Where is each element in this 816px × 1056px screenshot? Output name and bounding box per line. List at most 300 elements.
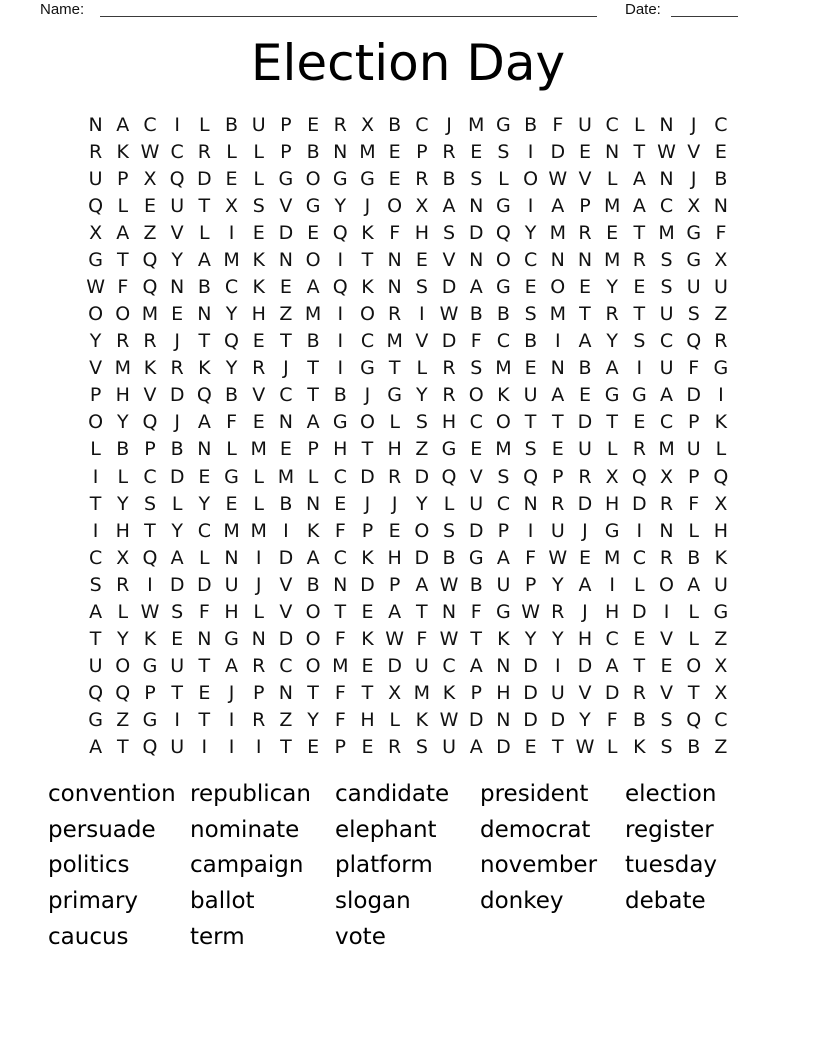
grid-letter: L bbox=[634, 113, 645, 136]
grid-letter: N bbox=[523, 492, 538, 515]
grid-letter: E bbox=[633, 276, 646, 298]
grid-letter: C bbox=[224, 276, 239, 298]
word-bank-item: tuesday bbox=[625, 852, 718, 879]
grid-letter: Q bbox=[332, 276, 348, 298]
grid-letter: G bbox=[496, 194, 511, 217]
grid-letter: Y bbox=[416, 384, 428, 407]
grid-letter: A bbox=[687, 573, 701, 596]
grid-letter: K bbox=[198, 357, 211, 380]
grid-letter: F bbox=[606, 709, 618, 732]
grid-letter: D bbox=[496, 736, 511, 759]
grid-letter: E bbox=[606, 221, 619, 244]
grid-letter: T bbox=[551, 411, 564, 434]
grid-letter: D bbox=[169, 573, 185, 596]
grid-letter: C bbox=[659, 411, 674, 434]
grid-letter: T bbox=[579, 303, 591, 326]
grid-letter: C bbox=[659, 330, 674, 353]
grid-letter: T bbox=[633, 303, 646, 326]
grid-letter: M bbox=[549, 303, 566, 326]
word-bank-item: vote bbox=[335, 923, 386, 950]
grid-letter: T bbox=[361, 682, 374, 705]
word-bank-item: politics bbox=[48, 852, 130, 879]
grid-letter: P bbox=[144, 438, 156, 461]
grid-letter: T bbox=[171, 682, 183, 705]
grid-letter: L bbox=[117, 194, 129, 217]
grid-letter: E bbox=[470, 438, 483, 461]
grid-letter: Y bbox=[307, 709, 319, 732]
grid-letter: S bbox=[660, 709, 673, 732]
grid-letter: W bbox=[140, 600, 160, 623]
word-bank-item: nominate bbox=[190, 816, 300, 843]
grid-letter: H bbox=[224, 600, 239, 623]
grid-letter: C bbox=[197, 519, 211, 542]
grid-letter: I bbox=[554, 655, 561, 678]
grid-letter: Z bbox=[279, 303, 293, 326]
grid-letter: Y bbox=[551, 628, 564, 651]
grid-letter: L bbox=[253, 167, 265, 190]
grid-letter: R bbox=[88, 140, 103, 163]
grid-letter: U bbox=[170, 655, 185, 678]
grid-letter: N bbox=[387, 276, 402, 298]
grid-letter: I bbox=[92, 519, 99, 542]
grid-letter: C bbox=[333, 546, 347, 569]
page-title: Election Day bbox=[250, 34, 566, 92]
grid-letter: Y bbox=[171, 248, 183, 271]
word-bank-column bbox=[190, 777, 335, 956]
grid-letter: T bbox=[198, 655, 211, 678]
grid-letter: K bbox=[306, 519, 320, 542]
grid-letter: L bbox=[117, 600, 129, 623]
grid-letter: B bbox=[170, 438, 184, 461]
word-search-grid bbox=[82, 111, 735, 761]
grid-letter: M bbox=[549, 221, 566, 244]
grid-letter: C bbox=[659, 194, 674, 217]
grid-letter: N bbox=[496, 655, 511, 678]
grid-letter: I bbox=[337, 248, 344, 271]
grid-letter: E bbox=[307, 736, 320, 759]
grid-letter: T bbox=[470, 628, 483, 651]
grid-letter: Y bbox=[606, 330, 618, 353]
grid-letter: F bbox=[525, 546, 537, 569]
grid-letter: S bbox=[443, 221, 456, 244]
grid-letter: O bbox=[659, 573, 675, 596]
grid-letter: A bbox=[116, 113, 130, 136]
grid-letter: M bbox=[468, 113, 485, 136]
grid-letter: L bbox=[117, 465, 129, 488]
grid-letter: C bbox=[496, 330, 511, 353]
grid-letter: C bbox=[333, 465, 347, 488]
grid-letter: L bbox=[606, 438, 618, 461]
grid-letter: N bbox=[659, 519, 674, 542]
grid-letter: L bbox=[199, 546, 210, 569]
grid-letter: E bbox=[578, 276, 591, 298]
grid-letter: N bbox=[197, 438, 212, 461]
grid-letter: U bbox=[713, 573, 728, 596]
grid-letter: D bbox=[577, 411, 593, 434]
grid-letter: M bbox=[658, 221, 675, 244]
grid-letter: T bbox=[633, 221, 646, 244]
grid-letter: C bbox=[714, 113, 728, 136]
grid-letter: S bbox=[660, 736, 673, 759]
grid-letter: R bbox=[632, 682, 646, 705]
grid-letter: R bbox=[116, 330, 130, 353]
grid-letter: I bbox=[554, 330, 561, 353]
grid-letter: C bbox=[605, 628, 619, 651]
grid-letter: T bbox=[144, 519, 156, 542]
grid-letter: C bbox=[143, 465, 157, 488]
grid-letter: O bbox=[468, 384, 484, 407]
word-bank-item: candidate bbox=[335, 781, 450, 807]
grid-letter: T bbox=[388, 357, 401, 380]
grid-letter: P bbox=[416, 140, 428, 163]
grid-letter: O bbox=[305, 655, 321, 678]
grid-letter: W bbox=[140, 140, 160, 163]
grid-letter: L bbox=[199, 113, 210, 136]
grid-letter: C bbox=[714, 709, 728, 732]
grid-letter: Y bbox=[524, 628, 537, 651]
grid-letter: L bbox=[253, 140, 265, 163]
grid-letter: Z bbox=[279, 709, 293, 732]
grid-letter: H bbox=[441, 411, 457, 434]
grid-letter: R bbox=[388, 465, 402, 488]
grid-letter: S bbox=[415, 411, 428, 434]
word-bank-item: republican bbox=[190, 781, 311, 807]
grid-letter: D bbox=[441, 330, 457, 353]
grid-letter: T bbox=[280, 330, 292, 353]
grid-letter: T bbox=[198, 709, 211, 732]
grid-letter: H bbox=[577, 628, 593, 651]
grid-letter: K bbox=[143, 357, 157, 380]
grid-letter: K bbox=[361, 546, 374, 569]
grid-letter: Q bbox=[495, 221, 511, 244]
grid-letter: L bbox=[389, 709, 400, 732]
grid-letter: M bbox=[304, 303, 322, 326]
grid-letter: P bbox=[388, 573, 401, 596]
grid-letter: E bbox=[578, 384, 591, 407]
grid-letter: H bbox=[496, 682, 511, 705]
grid-letter: J bbox=[364, 194, 371, 217]
grid-letter: D bbox=[577, 655, 593, 678]
grid-letter: I bbox=[527, 519, 534, 542]
grid-letter: W bbox=[439, 303, 459, 326]
grid-letter: T bbox=[307, 682, 319, 705]
grid-letter: B bbox=[469, 573, 483, 596]
grid-letter: S bbox=[415, 736, 428, 759]
grid-letter: E bbox=[198, 682, 211, 705]
grid-letter: P bbox=[552, 465, 564, 488]
grid-letter: A bbox=[225, 655, 239, 678]
grid-letter: H bbox=[251, 303, 266, 326]
grid-letter: G bbox=[88, 248, 103, 271]
grid-letter: N bbox=[659, 113, 674, 136]
grid-letter: N bbox=[605, 140, 620, 163]
grid-letter: K bbox=[442, 682, 456, 705]
grid-letter: A bbox=[415, 573, 429, 596]
grid-letter: E bbox=[524, 357, 537, 380]
grid-letter: F bbox=[470, 330, 482, 353]
grid-letter: O bbox=[305, 600, 321, 623]
grid-letter: J bbox=[364, 384, 371, 407]
grid-letter: S bbox=[660, 248, 673, 271]
grid-letter: R bbox=[333, 113, 347, 136]
grid-letter: L bbox=[90, 438, 101, 461]
grid-letter: O bbox=[387, 194, 403, 217]
grid-letter: D bbox=[468, 519, 484, 542]
grid-letter: Q bbox=[686, 709, 702, 732]
grid-letter: G bbox=[496, 113, 511, 136]
grid-letter: V bbox=[279, 194, 293, 217]
grid-letter: A bbox=[442, 194, 456, 217]
grid-letter: Q bbox=[142, 736, 158, 759]
grid-letter: W bbox=[575, 736, 595, 759]
grid-letter: Q bbox=[686, 330, 702, 353]
grid-letter: L bbox=[253, 465, 265, 488]
grid-letter: A bbox=[170, 546, 184, 569]
grid-letter: R bbox=[415, 167, 429, 190]
grid-letter: X bbox=[415, 194, 429, 217]
grid-letter: E bbox=[415, 248, 428, 271]
grid-letter: O bbox=[359, 303, 375, 326]
grid-letter: M bbox=[359, 140, 376, 163]
grid-letter: M bbox=[386, 330, 403, 353]
grid-letter: A bbox=[496, 546, 510, 569]
grid-letter: C bbox=[279, 655, 293, 678]
grid-letter: Y bbox=[606, 276, 618, 298]
grid-letter: A bbox=[116, 221, 130, 244]
grid-letter: Z bbox=[714, 736, 728, 759]
grid-letter: J bbox=[228, 682, 235, 705]
grid-letter: N bbox=[577, 248, 593, 271]
grid-letter: W bbox=[86, 276, 105, 298]
grid-letter: M bbox=[495, 357, 512, 380]
grid-letter: R bbox=[442, 357, 456, 380]
grid-letter: B bbox=[687, 546, 701, 569]
grid-letter: F bbox=[334, 628, 346, 651]
grid-letter: F bbox=[389, 221, 401, 244]
word-bank-item: slogan bbox=[335, 888, 411, 915]
grid-letter: Q bbox=[196, 384, 212, 407]
grid-letter: W bbox=[548, 546, 568, 569]
grid-letter: S bbox=[171, 600, 184, 623]
grid-letter: E bbox=[633, 411, 646, 434]
grid-letter: P bbox=[497, 519, 510, 542]
grid-letter: V bbox=[89, 357, 103, 380]
grid-letter: V bbox=[143, 384, 157, 407]
grid-letter: G bbox=[604, 519, 620, 542]
grid-letter: L bbox=[634, 573, 645, 596]
grid-letter: J bbox=[690, 167, 697, 190]
grid-letter: A bbox=[632, 194, 646, 217]
grid-letter: Z bbox=[415, 438, 429, 461]
grid-letter: M bbox=[114, 357, 131, 380]
grid-letter: I bbox=[255, 736, 262, 759]
grid-letter: A bbox=[469, 655, 483, 678]
grid-letter: B bbox=[225, 113, 239, 136]
grid-letter: U bbox=[578, 438, 592, 461]
grid-letter: S bbox=[443, 519, 456, 542]
grid-letter: W bbox=[548, 167, 568, 190]
grid-letter: N bbox=[713, 194, 729, 217]
word-bank-item: platform bbox=[335, 852, 433, 879]
grid-letter: K bbox=[415, 709, 429, 732]
grid-letter: E bbox=[361, 655, 374, 678]
grid-letter: B bbox=[306, 330, 320, 353]
grid-letter: C bbox=[279, 384, 293, 407]
grid-letter: N bbox=[197, 303, 212, 326]
grid-letter: T bbox=[307, 357, 319, 380]
grid-letter: E bbox=[307, 113, 320, 136]
grid-letter: R bbox=[551, 600, 565, 623]
grid-letter: X bbox=[360, 113, 374, 136]
grid-letter: W bbox=[385, 628, 405, 651]
grid-letter: V bbox=[442, 248, 456, 271]
grid-letter: E bbox=[524, 276, 537, 298]
grid-letter: X bbox=[714, 682, 728, 705]
grid-letter: A bbox=[306, 276, 320, 298]
grid-letter: T bbox=[633, 655, 646, 678]
grid-letter: Q bbox=[88, 194, 104, 217]
grid-letter: L bbox=[443, 492, 455, 515]
word-bank bbox=[48, 777, 755, 956]
grid-letter: E bbox=[361, 600, 374, 623]
grid-letter: S bbox=[497, 140, 510, 163]
grid-letter: E bbox=[578, 140, 591, 163]
grid-letter: V bbox=[170, 221, 184, 244]
grid-letter: K bbox=[361, 628, 374, 651]
word-bank-column bbox=[625, 777, 755, 956]
grid-letter: K bbox=[497, 628, 510, 651]
grid-letter: E bbox=[551, 438, 564, 461]
word-bank-item: register bbox=[625, 816, 714, 843]
grid-letter: P bbox=[579, 194, 591, 217]
grid-letter: U bbox=[523, 384, 538, 407]
grid-letter: I bbox=[174, 709, 180, 732]
grid-letter: H bbox=[387, 546, 402, 569]
grid-letter: R bbox=[578, 221, 592, 244]
grid-letter: T bbox=[334, 600, 347, 623]
grid-letter: R bbox=[116, 573, 130, 596]
grid-letter: A bbox=[578, 573, 592, 596]
grid-letter: O bbox=[88, 303, 104, 326]
grid-letter: L bbox=[389, 411, 400, 434]
grid-letter: I bbox=[527, 194, 534, 217]
grid-letter: P bbox=[334, 736, 347, 759]
grid-letter: B bbox=[388, 113, 402, 136]
grid-letter: B bbox=[578, 357, 592, 380]
grid-letter: A bbox=[469, 736, 483, 759]
grid-letter: F bbox=[552, 113, 564, 136]
grid-letter: Q bbox=[713, 465, 729, 488]
grid-letter: I bbox=[636, 519, 643, 542]
grid-letter: A bbox=[551, 384, 565, 407]
grid-letter: E bbox=[307, 221, 320, 244]
grid-letter: J bbox=[283, 357, 289, 380]
grid-letter: L bbox=[226, 438, 237, 461]
grid-letter: T bbox=[633, 140, 646, 163]
word-bank-item: primary bbox=[48, 888, 139, 915]
grid-letter: V bbox=[687, 140, 701, 163]
grid-letter: Y bbox=[171, 519, 183, 542]
grid-letter: C bbox=[605, 113, 619, 136]
grid-letter: F bbox=[334, 682, 346, 705]
grid-letter: V bbox=[279, 600, 293, 623]
grid-letter: R bbox=[252, 655, 266, 678]
grid-letter: E bbox=[388, 140, 401, 163]
grid-letter: O bbox=[550, 276, 566, 298]
grid-letter: Z bbox=[714, 628, 728, 651]
grid-letter: M bbox=[250, 438, 267, 461]
grid-letter: B bbox=[687, 736, 701, 759]
grid-letter: B bbox=[632, 709, 646, 732]
grid-letter: O bbox=[495, 248, 511, 271]
grid-letter: N bbox=[197, 628, 212, 651]
grid-letter: E bbox=[714, 140, 727, 163]
grid-letter: E bbox=[225, 492, 238, 515]
grid-letter: X bbox=[89, 221, 103, 244]
grid-letter: Q bbox=[332, 221, 348, 244]
grid-letter: E bbox=[388, 167, 401, 190]
grid-letter: T bbox=[416, 600, 428, 623]
grid-letter: D bbox=[523, 655, 538, 678]
grid-letter: L bbox=[253, 492, 265, 515]
grid-letter: J bbox=[255, 573, 262, 596]
word-bank-item: term bbox=[190, 923, 245, 950]
grid-letter: G bbox=[686, 221, 702, 244]
grid-letter: P bbox=[280, 140, 292, 163]
grid-letter: O bbox=[495, 411, 511, 434]
grid-letter: P bbox=[524, 573, 537, 596]
grid-letter: R bbox=[659, 492, 674, 515]
grid-letter: O bbox=[305, 248, 321, 271]
grid-letter: V bbox=[660, 628, 674, 651]
grid-letter: Z bbox=[714, 303, 728, 326]
grid-letter: P bbox=[117, 167, 129, 190]
grid-letter: D bbox=[197, 573, 212, 596]
grid-letter: I bbox=[228, 736, 235, 759]
grid-letter: U bbox=[88, 655, 103, 678]
grid-letter: J bbox=[690, 113, 697, 136]
grid-letter: B bbox=[524, 113, 538, 136]
grid-letter: B bbox=[714, 167, 728, 190]
grid-letter: E bbox=[252, 221, 265, 244]
grid-letter: L bbox=[171, 492, 183, 515]
grid-letter: F bbox=[226, 411, 237, 434]
grid-letter: D bbox=[197, 167, 212, 190]
word-bank-item: caucus bbox=[48, 923, 129, 950]
grid-letter: O bbox=[115, 655, 131, 678]
grid-letter: A bbox=[197, 248, 211, 271]
grid-letter: N bbox=[278, 248, 294, 271]
grid-letter: J bbox=[174, 330, 180, 353]
grid-letter: L bbox=[688, 628, 700, 651]
grid-letter: S bbox=[524, 303, 537, 326]
grid-letter: S bbox=[497, 465, 510, 488]
grid-letter: B bbox=[225, 384, 239, 407]
grid-letter: I bbox=[92, 465, 99, 488]
grid-letter: M bbox=[603, 546, 621, 569]
grid-letter: L bbox=[498, 167, 509, 190]
grid-letter: R bbox=[143, 330, 157, 353]
grid-letter: J bbox=[582, 600, 588, 623]
grid-letter: H bbox=[605, 600, 620, 623]
word-bank-item: ballot bbox=[190, 888, 255, 915]
grid-letter: T bbox=[606, 411, 618, 434]
grid-letter: G bbox=[496, 600, 511, 623]
grid-letter: T bbox=[280, 736, 292, 759]
grid-letter: Q bbox=[631, 465, 647, 488]
grid-letter: T bbox=[361, 248, 374, 271]
grid-letter: B bbox=[442, 546, 456, 569]
